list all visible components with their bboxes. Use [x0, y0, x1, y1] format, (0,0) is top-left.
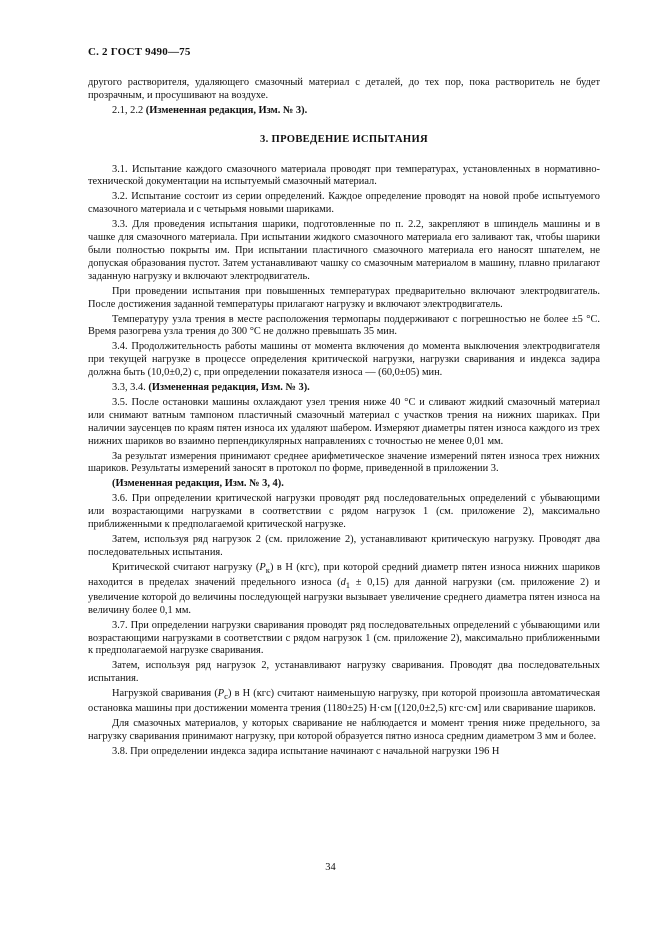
text-run: Нагрузкой сваривания (	[112, 688, 218, 700]
symbol-subscript: с	[224, 691, 228, 702]
text-run: ) в Н (кгс) считают наименьшую нагрузку, при которой произошла автоматическая остановка машины при достижении момента трения (1180±25) Н·см [(120,0±2,5) кгс·см] или сваривание шариков.	[88, 688, 600, 715]
paragraph-3-7b: Затем, используя ряд нагрузок 2, устанавливают нагрузку сваривания. Проводят два последовательных испытания.	[88, 660, 600, 685]
symbol-p: P	[259, 561, 266, 573]
paragraph-3-5: 3.5. После остановки машины охлаждают узел трения ниже 40 °С и сливают жидкий смазочный материал или снимают ватным тампоном пластичный смазочный материал с участков трения на нижних шариках. При наличии заусенцев по краям пятен износа их удаляют шабером. Измеряют диаметры пятен износа каждого из трех нижних шариков во взаимно перпендикулярных направлениях с точностью не менее 0,01 мм.	[88, 396, 600, 447]
paragraph-3-3c: Температуру узла трения в месте расположения термопары поддерживают с погрешностью не более ±5 °С. Время разогрева узла трения до 300 °С не должно превышать 35 мин.	[88, 313, 600, 338]
amendment-ref: 3.3, 3.4.	[112, 382, 149, 394]
paragraph-3-6: 3.6. При определении критической нагрузки проводят ряд последовательных определений с убывающими или возрастающими нагрузками в соответствии с рядом нагрузок 1 (см. приложение 2), максимально приближенными к предполагаемой критической нагрузке.	[88, 493, 600, 531]
text-run: ) в Н (кгс), при которой средний диаметр пятен износа нижних шариков находится в пределах значений предельного износа (	[88, 561, 600, 588]
paragraph-3-7c	[88, 688, 600, 716]
text-run: Критической считают нагрузку (	[112, 561, 260, 573]
paragraph-3-4: 3.4. Продолжительность работы машины от момента включения до момента выключения электродвигателя при текущей нагрузке в процессе определения критической нагрузки, нагрузки сваривания и индекса задира должна быть (10,0±0,2) с, при определении показателя износа — (60,0±05) мин.	[88, 341, 600, 379]
symbol-subscript: 1	[345, 579, 351, 590]
paragraph-3-8: 3.8. При определении индекса задира испытание начинают с начальной нагрузки 196 Н	[112, 745, 500, 757]
running-header: С. 2 ГОСТ 9490—75	[88, 46, 191, 58]
paragraph-intro: другого растворителя, удаляющего смазочный материал с деталей, до тех пор, пока растворитель не будет прозрачным, и просушивают на воздухе.	[88, 76, 600, 101]
amendment-text: (Измененная редакция, Изм. № 3).	[148, 382, 310, 394]
paragraph-3-7: 3.7. При определении нагрузки сваривания проводят ряд последовательных определений с убывающими или возрастающими нагрузками в соответствии с рядом нагрузок 1 (см. приложение 2), максимально приближенными к предполагаемой нагрузке сваривания.	[88, 619, 600, 657]
paragraph-3-3b: При проведении испытания при повышенных температурах предварительно включают электродвигатель. После достижения заданной температуры прилагают нагрузку и включают электродвигатель.	[88, 285, 600, 310]
page-number: 34	[325, 862, 336, 873]
paragraph-3-5b: За результат измерения принимают среднее арифметическое значение измерений пятен износа трех нижних шариков. Результаты измерений заносят в протокол по форме, приведенной в приложении 3.	[88, 450, 600, 475]
paragraph-3-6c	[88, 562, 600, 618]
amendment-text: (Измененная редакция, Изм. № 3).	[145, 104, 308, 116]
section-heading: 3. ПРОВЕДЕНИЕ ИСПЫТАНИЯ	[260, 133, 428, 145]
paragraph-3-1: 3.1. Испытание каждого смазочного материала проводят при температурах, установленных в нормативно-технической документации на испытуемый смазочный материал.	[88, 163, 600, 188]
document-page	[88, 46, 600, 761]
amendment-ref: 2.1, 2.2	[112, 104, 146, 116]
symbol-p: P	[217, 688, 225, 700]
symbol-subscript: к	[265, 564, 270, 575]
amendment-note-3-5: (Измененная редакция, Изм. № 3, 4).	[112, 478, 284, 490]
amendment-note-3-4	[88, 382, 600, 395]
paragraph-3-2: 3.2. Испытание состоит из серии определений. Каждое определение проводят на новой пробе испытуемого смазочного материала и с четырьмя новыми шариками.	[88, 191, 600, 216]
paragraph-3-7d: Для смазочных материалов, у которых сваривание не наблюдается и момент трения ниже предельного, за нагрузку сваривания принимают нагрузку, при которой образуется пятно износа средним диаметром 3 мм и более.	[88, 718, 600, 742]
amendment-note-2	[88, 105, 600, 118]
text-run: ± 0,15) для данной нагрузки (см. приложение 2) и увеличение которой до величины последующей нагрузки вызывает увеличение среднего диаметра пятен износа на величину более 0,1 мм.	[88, 576, 600, 616]
symbol-d: d	[340, 576, 346, 588]
paragraph-3-3: 3.3. Для проведения испытания шарики, подготовленные по п. 2.2, закрепляют в шпиндель машины и в чашке для смазочного материала. При испытании жидкого смазочного материала его заливают так, чтобы шарики были полностью покрыты им. При испытании пластичного смазочного материала его наносят шпателем, не допуская образования пустот. Затем устанавливают чашку со смазочным материалом в машину, плавно прилагают заданную нагрузку и включают электродвигатель.	[88, 219, 600, 282]
paragraph-3-6b: Затем, используя ряд нагрузок 2 (см. приложение 2), устанавливают критическую нагрузку. Проводят два последовательных испытания.	[88, 534, 600, 558]
